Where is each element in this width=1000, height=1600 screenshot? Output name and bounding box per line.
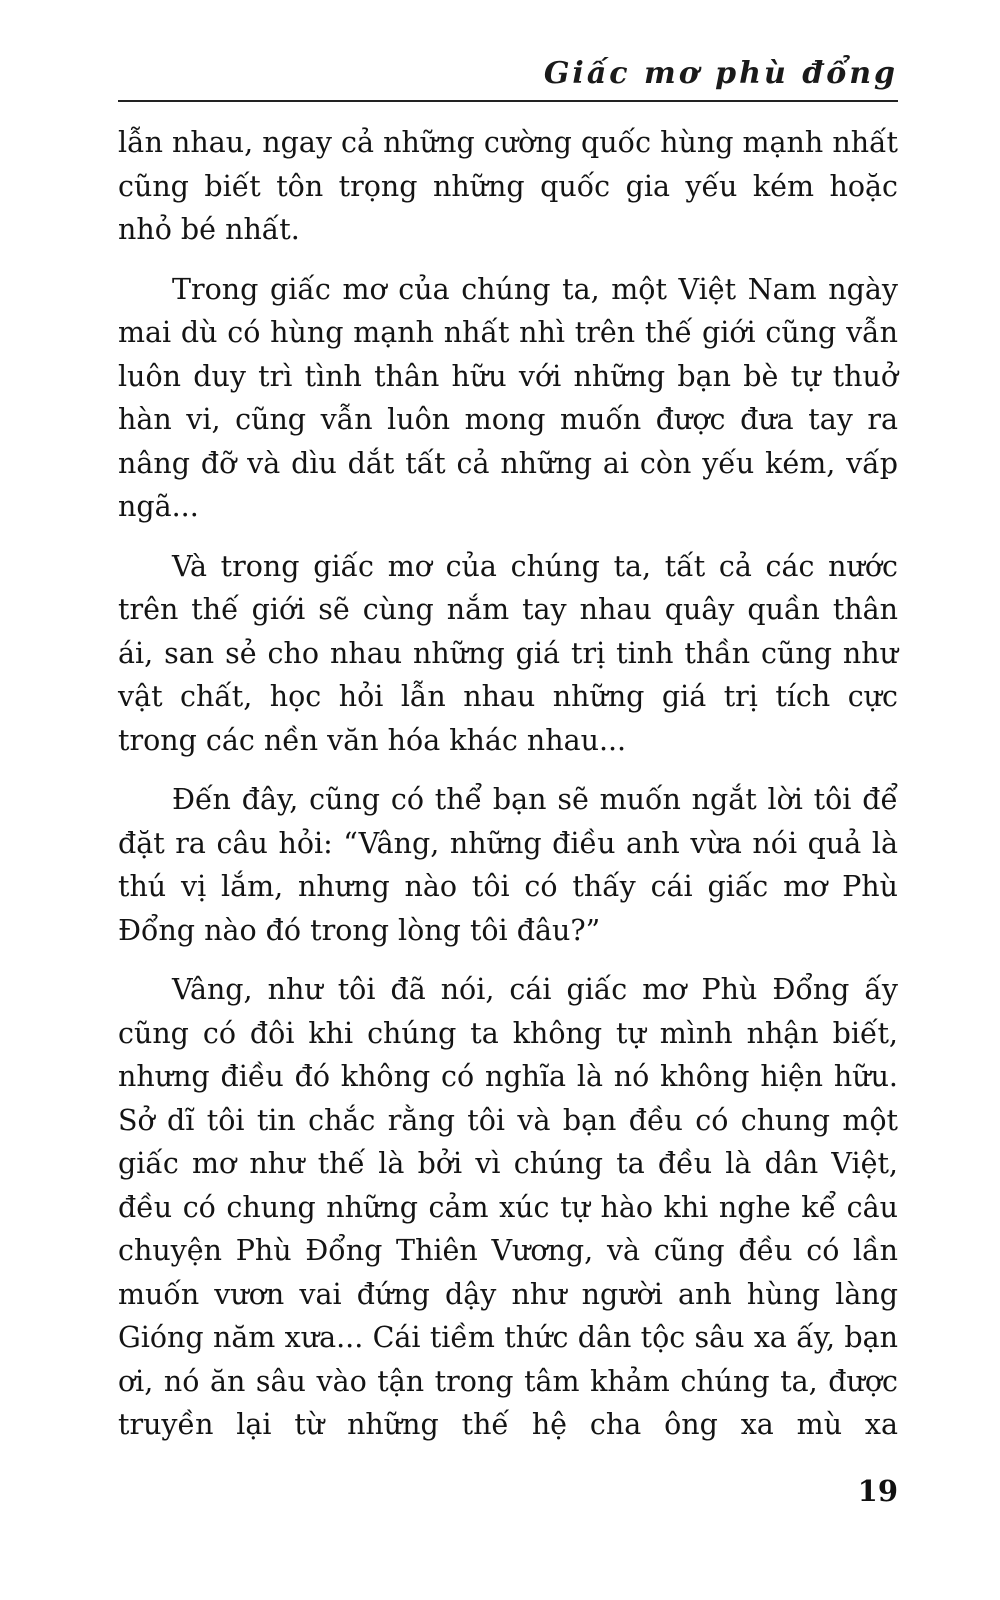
body-text	[118, 121, 898, 1447]
page-number: 19	[857, 1474, 898, 1508]
running-title: Giấc mơ phù đổng	[543, 56, 898, 91]
running-header	[118, 52, 898, 102]
paragraph: Vâng, như tôi đã nói, cái giấc mơ Phù Đổng ấy cũng có đôi khi chúng ta không tự mình nhận biết, nhưng điều đó không có nghĩa là nó không hiện hữu. Sở dĩ tôi tin chắc rằng tôi và bạn đều có chung một giấc mơ như thế là bởi vì chúng ta đều là dân Việt, đều có chung những cảm xúc tự hào khi nghe kể câu chuyện Phù Đổng Thiên Vương, và cũng đều có lần muốn vươn vai đứng dậy như người anh hùng làng Gióng năm xưa... Cái tiềm thức dân tộc sâu xa ấy, bạn ơi, nó ăn sâu vào tận trong tâm khảm chúng ta, được truyền lại từ những thế hệ cha ông xa mù xa	[118, 973, 898, 1441]
paragraph: Và trong giấc mơ của chúng ta, tất cả các nước trên thế giới sẽ cùng nắm tay nhau quây quần thân ái, san sẻ cho nhau những giá trị tinh thần cũng như vật chất, học hỏi lẫn nhau những giá trị tích cực trong các nền văn hóa khác nhau...	[118, 549, 898, 757]
paragraph: Đến đây, cũng có thể bạn sẽ muốn ngắt lời tôi để đặt ra câu hỏi: “Vâng, những điều anh vừa nói quả là thú vị lắm, nhưng nào tôi có thấy cái giấc mơ Phù Đổng nào đó trong lòng tôi đâu?”	[118, 783, 898, 947]
paragraph: Trong giấc mơ của chúng ta, một Việt Nam ngày mai dù có hùng mạnh nhất nhì trên thế giới cũng vẫn luôn duy trì tình thân hữu với những bạn bè tự thuở hàn vi, cũng vẫn luôn mong muốn được đưa tay ra nâng đỡ và dìu dắt tất cả những ai còn yếu kém, vấp ngã...	[118, 272, 898, 523]
paragraph-continuation: lẫn nhau, ngay cả những cường quốc hùng mạnh nhất cũng biết tôn trọng những quốc gia yếu kém hoặc nhỏ bé nhất.	[118, 126, 898, 246]
